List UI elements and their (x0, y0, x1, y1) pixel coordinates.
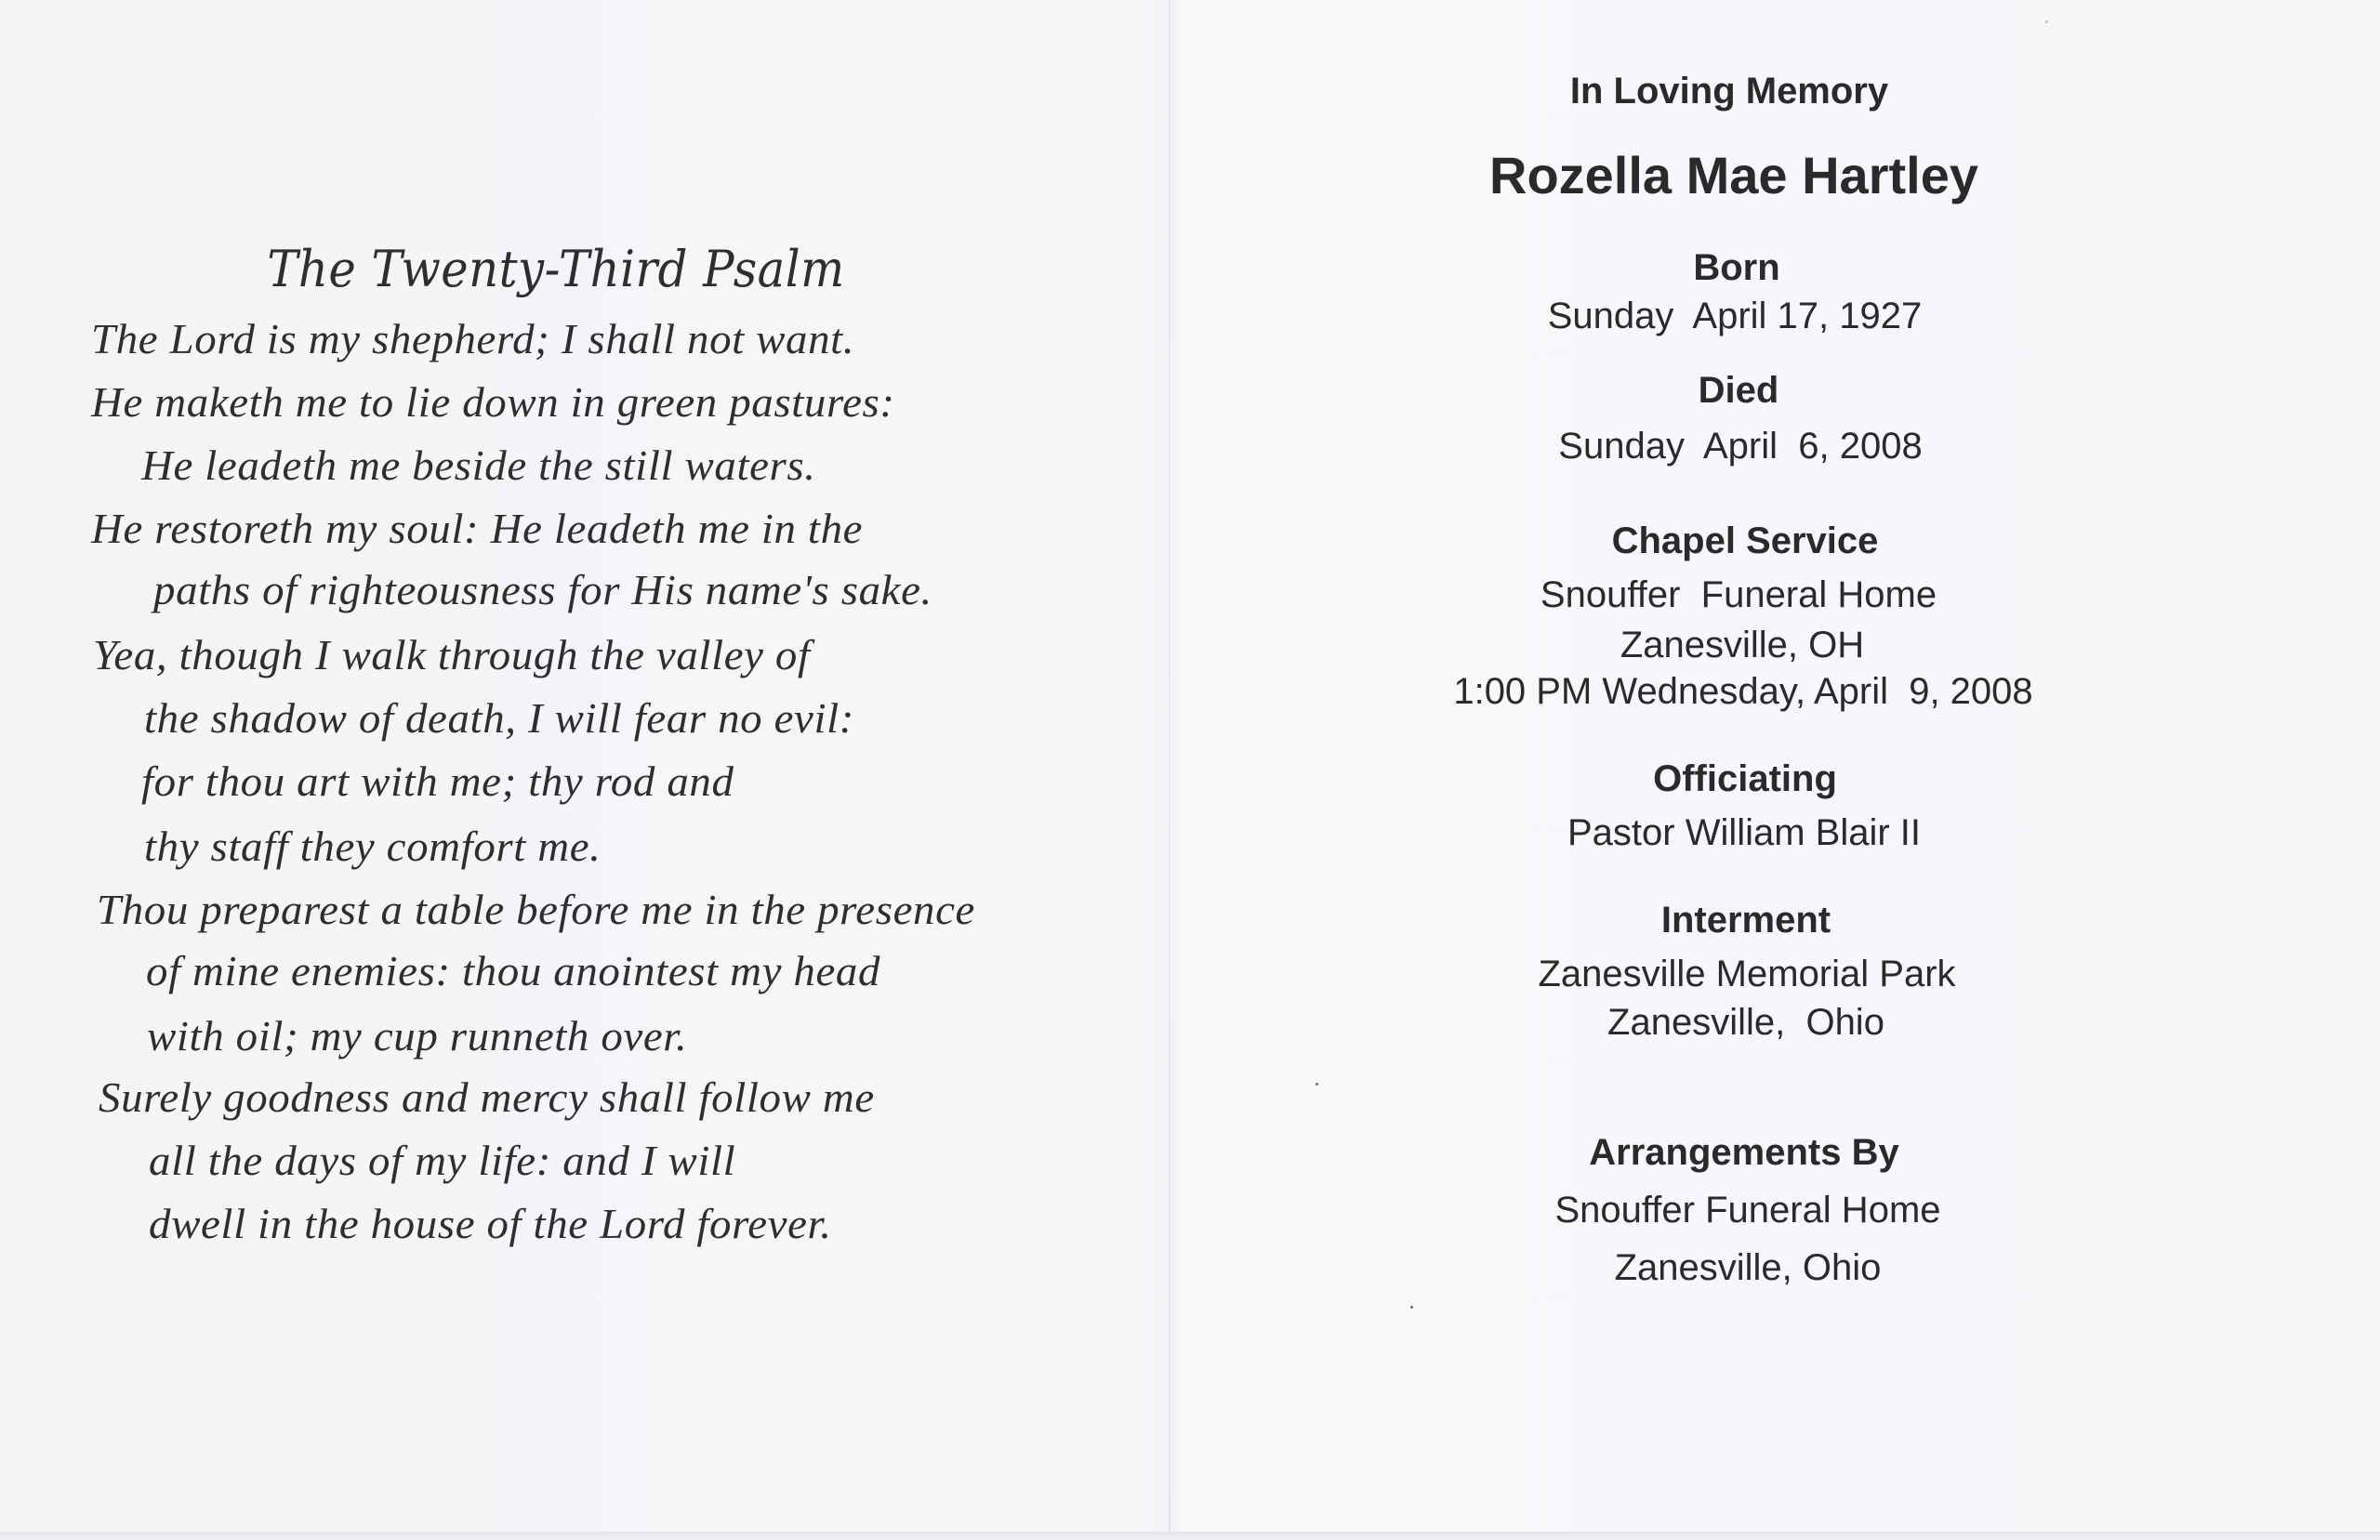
psalm-line: He restoreth my soul: He leadeth me in the (91, 505, 864, 552)
born-date: Sunday April 17, 1927 (1547, 296, 1923, 336)
psalm-line: the shadow of death, I will fear no evil: (144, 694, 854, 742)
psalm-line: The Lord is my shepherd; I shall not want. (91, 315, 855, 362)
psalm-line: Thou preparest a table before me in the presence (97, 886, 975, 933)
chapel-service-heading: Chapel Service (1611, 520, 1879, 561)
interment-city: Zanesville, Ohio (1607, 1002, 1884, 1043)
psalm-line: all the days of my life: and I will (149, 1137, 736, 1184)
interment-place: Zanesville Memorial Park (1538, 954, 1956, 994)
scan-speck (1410, 1306, 1413, 1309)
arrangements-place: Snouffer Funeral Home (1554, 1190, 1941, 1231)
chapel-service-time: 1:00 PM Wednesday, April 9, 2008 (1453, 671, 2033, 712)
bleed-through-text (437, 93, 447, 130)
psalm-line: He maketh me to lie down in green pastures: (91, 378, 895, 426)
died-date: Sunday April 6, 2008 (1558, 426, 1923, 467)
born-heading: Born (1693, 247, 1780, 288)
psalm-line: He leadeth me beside the still waters. (141, 441, 816, 489)
psalm-line: dwell in the house of the Lord forever. (149, 1200, 832, 1247)
psalm-line: for thou art with me; thy rod and (141, 757, 734, 805)
chapel-service-city: Zanesville, OH (1620, 625, 1865, 665)
psalm-line: of mine enemies: thou anointest my head (146, 947, 881, 994)
psalm-line: with oil; my cup runneth over. (147, 1012, 688, 1060)
scan-speck (1316, 1083, 1318, 1086)
center-fold (1169, 0, 1170, 1540)
officiating-name: Pastor William Blair II (1567, 812, 1922, 853)
arrangements-heading: Arrangements By (1589, 1132, 1899, 1173)
psalm-line: paths of righteousness for His name's sake. (153, 566, 932, 613)
died-heading: Died (1698, 370, 1779, 411)
in-loving-memory-heading: In Loving Memory (1569, 71, 1889, 112)
psalm-title: The Twenty-Third Psalm (267, 240, 845, 298)
arrangements-city: Zanesville, Ohio (1614, 1247, 1882, 1288)
psalm-line: Yea, though I walk through the valley of (93, 631, 811, 678)
interment-heading: Interment (1660, 900, 1831, 941)
psalm-line: thy staff they comfort me. (144, 823, 602, 870)
scan-speck (2045, 20, 2048, 23)
deceased-name: Rozella Mae Hartley (1489, 146, 1978, 204)
officiating-heading: Officiating (1653, 758, 1837, 799)
chapel-service-place: Snouffer Funeral Home (1540, 574, 1937, 615)
psalm-line: Surely goodness and mercy shall follow me (99, 1073, 875, 1121)
paper-bottom-edge (0, 1532, 2380, 1540)
